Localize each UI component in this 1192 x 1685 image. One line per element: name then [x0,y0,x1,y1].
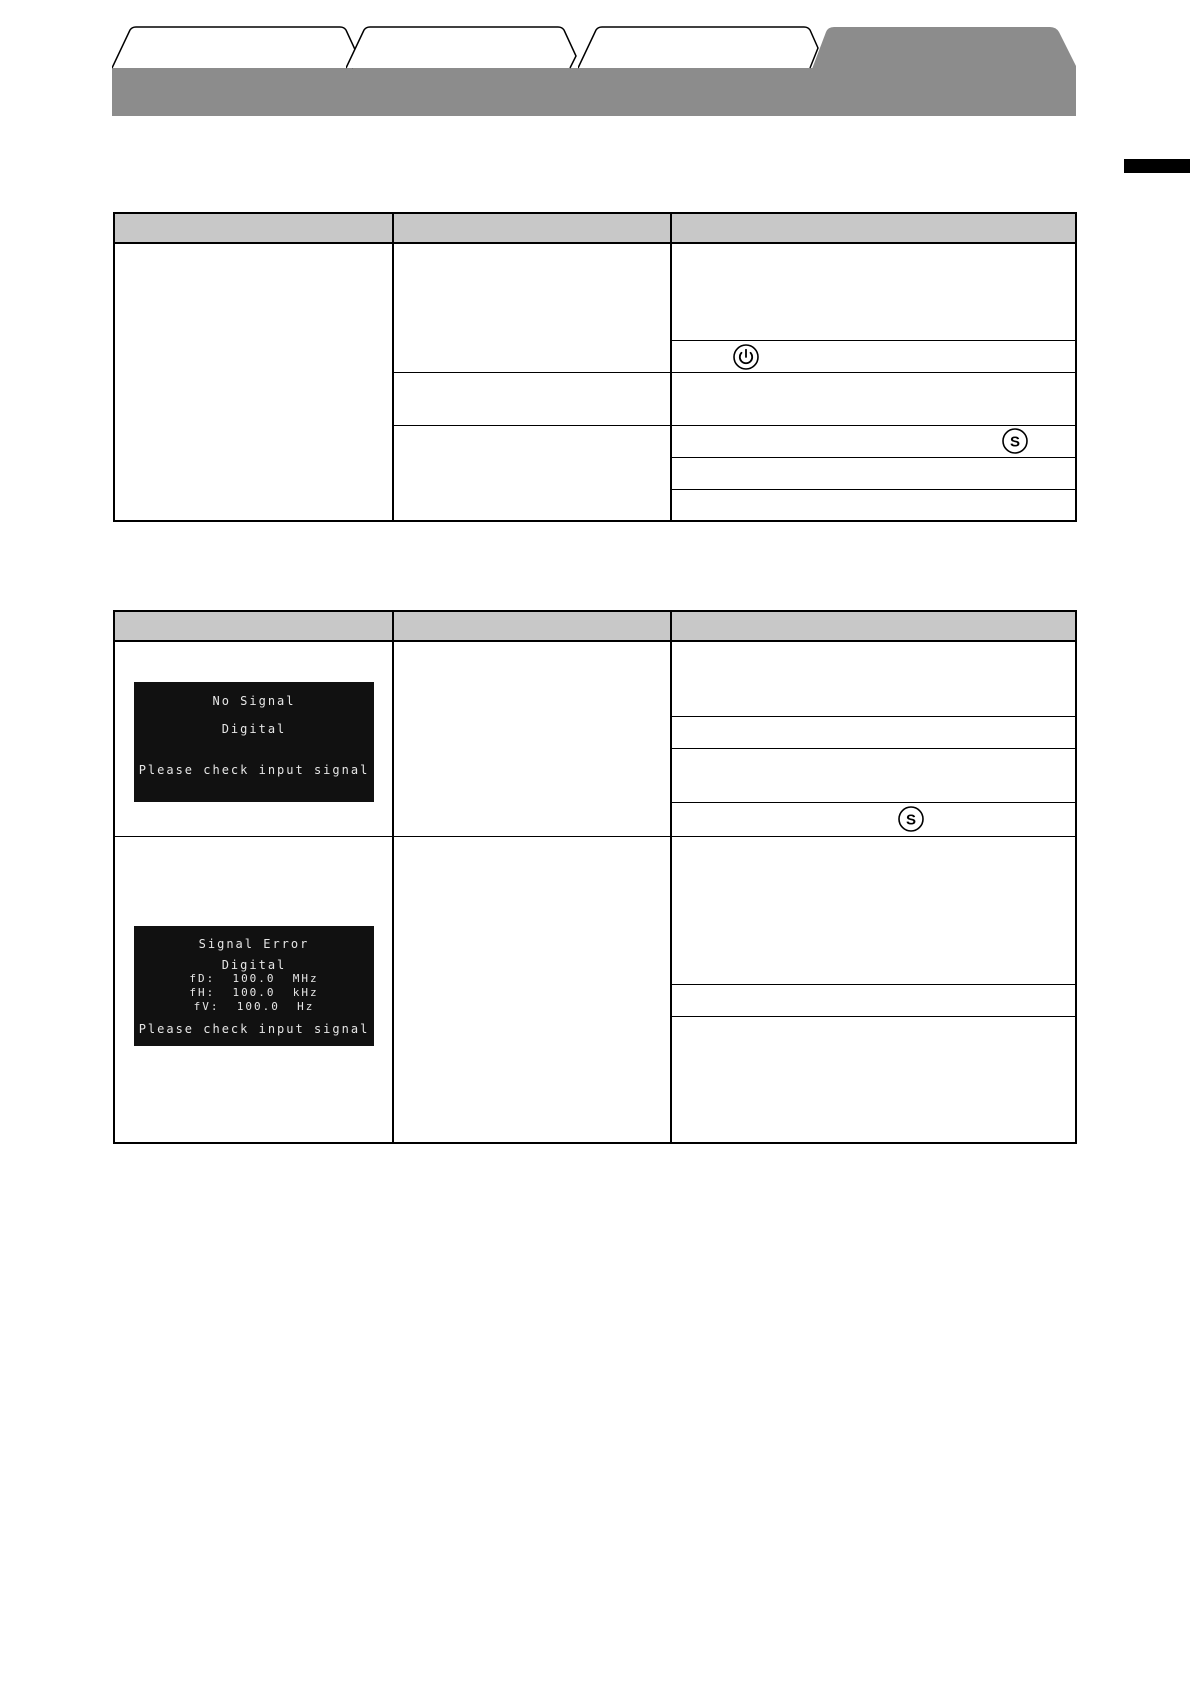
osd-message: Please check input signal [138,1022,370,1036]
table-2-divider-1 [392,612,394,1142]
troubleshooting-table-1 [113,212,1077,522]
table-1-row-line [393,425,671,426]
osd-no-signal-screen [134,682,374,802]
osd-fh-line: fH: 100.0 kHz [189,986,319,999]
s-button-icon [1001,427,1029,460]
header-tabs [112,26,1076,118]
table-1-row-line [393,372,671,373]
table-2-row-line [672,1016,1076,1017]
osd-input: Digital [221,722,287,736]
table-2-divider-2 [670,612,672,1142]
table-1-divider-1 [392,214,394,520]
svg-text:S: S [1009,433,1021,451]
table-2-header-col-3 [671,612,1075,642]
table-2-row-line [115,836,1075,837]
table-2-row-line [672,802,1076,803]
table-1-divider-2 [670,214,672,520]
table-1-row-line [672,489,1076,490]
tab-1[interactable] [112,26,364,68]
table-2-row-line [672,748,1076,749]
osd-fd-line: fD: 100.0 MHz [189,972,319,985]
table-1-row-line [672,340,1076,341]
power-icon [732,343,760,376]
header-band [112,68,1076,116]
table-1-header-col-3 [671,214,1075,244]
osd-title: No Signal [212,694,296,708]
tab-2[interactable] [346,26,598,68]
osd-signal-error-screen [134,926,374,1046]
language-marker [1124,159,1190,173]
svg-text:S: S [905,811,917,829]
osd-message: Please check input signal [138,763,370,777]
osd-input: Digital [221,958,287,972]
osd-fv-line: fV: 100.0 Hz [193,1000,315,1013]
s-button-icon [897,805,925,838]
table-2-row-line [672,716,1076,717]
table-1-header-col-1 [115,214,393,244]
table-2-header-col-1 [115,612,393,642]
table-1-header-col-2 [393,214,671,244]
table-1-row-line [672,425,1076,426]
osd-title: Signal Error [198,937,310,951]
table-2-header-col-2 [393,612,671,642]
troubleshooting-table-2 [113,610,1077,1144]
tab-3[interactable] [578,26,830,68]
table-2-row-line [672,984,1076,985]
tab-4-active[interactable] [812,26,1076,68]
